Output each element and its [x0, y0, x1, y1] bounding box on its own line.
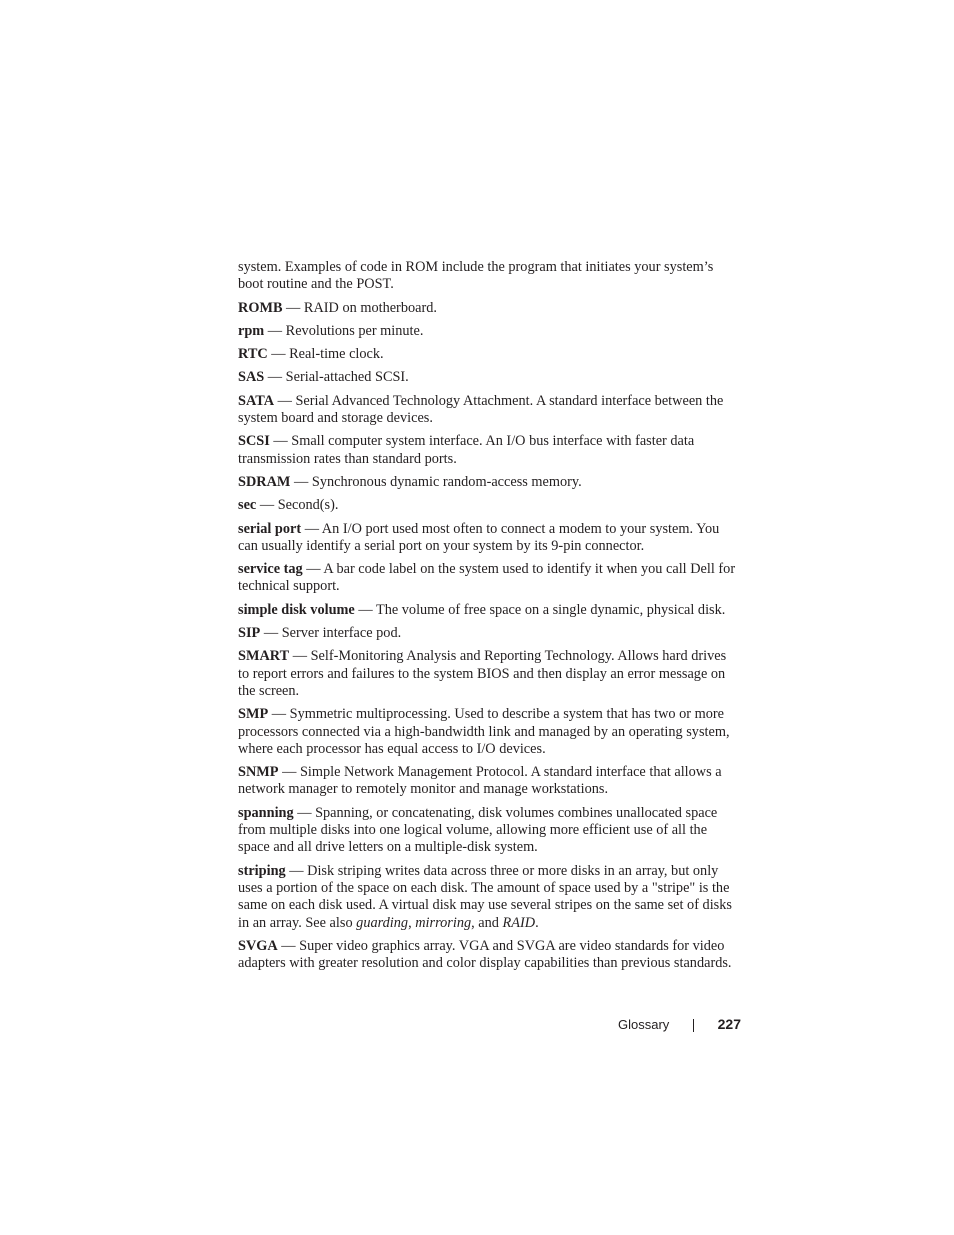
glossary-entry-snmp	[238, 764, 740, 799]
glossary-definition: — The volume of free space on a single dynamic, physical disk.	[354, 601, 726, 618]
glossary-definition: — RAID on motherboard.	[282, 299, 437, 316]
glossary-term: sec	[238, 497, 257, 514]
glossary-entry-serial-port	[238, 521, 740, 556]
see-also-guarding: guarding	[356, 914, 409, 931]
glossary-definition: — Second(s).	[256, 497, 339, 514]
footer-divider	[693, 1019, 694, 1032]
footer-section-title: Glossary	[618, 1017, 670, 1032]
glossary-term: SATA	[238, 392, 275, 409]
see-also-raid: RAID	[502, 914, 536, 931]
glossary-term: SAS	[238, 369, 265, 386]
glossary-definition: — Server interface pod.	[260, 625, 402, 642]
glossary-term: SVGA	[238, 937, 278, 954]
glossary-entry-sdram	[238, 474, 740, 491]
glossary-entry-rpm	[238, 323, 740, 340]
glossary-content	[238, 259, 740, 978]
page-footer	[600, 1014, 741, 1036]
glossary-definition: — Super video graphics array. VGA and SVGA are video standards for video adapters with greater resolution and color display capabilities than previous standards.	[238, 937, 732, 972]
glossary-term: SNMP	[238, 764, 279, 781]
glossary-entry-svga	[238, 938, 740, 973]
glossary-term: SCSI	[238, 433, 270, 450]
glossary-entry-sas	[238, 369, 740, 386]
glossary-definition: — An I/O port used most often to connect a modem to your system. You can usually identify a serial port on your system by its 9-pin connector.	[238, 520, 720, 554]
glossary-term: spanning	[238, 804, 294, 821]
see-also-mirroring: mirroring	[415, 914, 472, 931]
glossary-definition: — Serial Advanced Technology Attachment. A standard interface between the system board and storage devices.	[238, 392, 724, 427]
glossary-definition: — Disk striping writes data across three or more disks in an array, but only uses a portion of the space on each disk. The amount of space used by a "stripe" is the same on each disk used. A virtual disk may use several stripes on the same set of disks in an array. See also	[238, 862, 732, 931]
glossary-definition: — Revolutions per minute.	[264, 322, 424, 339]
glossary-term: simple disk volume	[238, 601, 355, 618]
glossary-term: service tag	[238, 561, 303, 578]
glossary-definition: — Real-time clock.	[267, 346, 384, 363]
glossary-entry-rtc	[238, 346, 740, 363]
glossary-term: ROMB	[238, 299, 283, 316]
glossary-entry-striping	[238, 863, 740, 932]
glossary-entry-sip	[238, 625, 740, 642]
glossary-definition: — Self-Monitoring Analysis and Reporting Technology. Allows hard drives to report errors and failures to the system BIOS and then display an error message on the screen.	[238, 648, 727, 699]
glossary-entry-sec	[238, 497, 740, 514]
see-also-separator: , and	[471, 914, 503, 931]
see-also-separator: ,	[408, 914, 416, 931]
glossary-term: SMP	[238, 706, 269, 723]
glossary-term: RTC	[238, 346, 268, 363]
glossary-entry-simple-disk-volume	[238, 602, 740, 619]
glossary-entry-romb	[238, 300, 740, 317]
glossary-term: SIP	[238, 625, 261, 642]
glossary-definition: — Symmetric multiprocessing. Used to describe a system that has two or more processors connected via a high-bandwidth link and managed by an operating system, where each processor has equal access to I/O devices.	[238, 706, 730, 757]
glossary-term: serial port	[238, 520, 302, 537]
glossary-term: striping	[238, 862, 286, 879]
glossary-entry-smp	[238, 706, 740, 758]
glossary-entry-spanning	[238, 805, 740, 857]
glossary-definition: — Simple Network Management Protocol. A standard interface that allows a network manager to remotely monitor and manage workstations.	[238, 764, 722, 798]
glossary-definition: — Small computer system interface. An I/O bus interface with faster data transmission rates than standard ports.	[238, 433, 695, 467]
sentence-end: .	[535, 914, 539, 931]
glossary-definition: — Synchronous dynamic random-access memory.	[290, 473, 582, 490]
glossary-entry-smart	[238, 648, 740, 700]
glossary-term: SMART	[238, 648, 290, 665]
glossary-intro: system. Examples of code in ROM include the program that initiates your system’s boot routine and the POST.	[238, 259, 714, 293]
glossary-definition: — Spanning, or concatenating, disk volumes combines unallocated space from multiple disks into one logical volume, allowing more efficient use of all the space and all drive letters on a multiple-disk system.	[238, 804, 718, 856]
page-number: 227	[717, 1016, 741, 1032]
glossary-entry-service-tag	[238, 561, 740, 596]
glossary-term: SDRAM	[238, 473, 291, 490]
glossary-definition: — Serial-attached SCSI.	[264, 369, 409, 386]
glossary-entry-sata	[238, 393, 740, 428]
glossary-entry-scsi	[238, 433, 740, 468]
glossary-definition: — A bar code label on the system used to identify it when you call Dell for technical support.	[238, 561, 736, 595]
glossary-term: rpm	[238, 322, 265, 339]
